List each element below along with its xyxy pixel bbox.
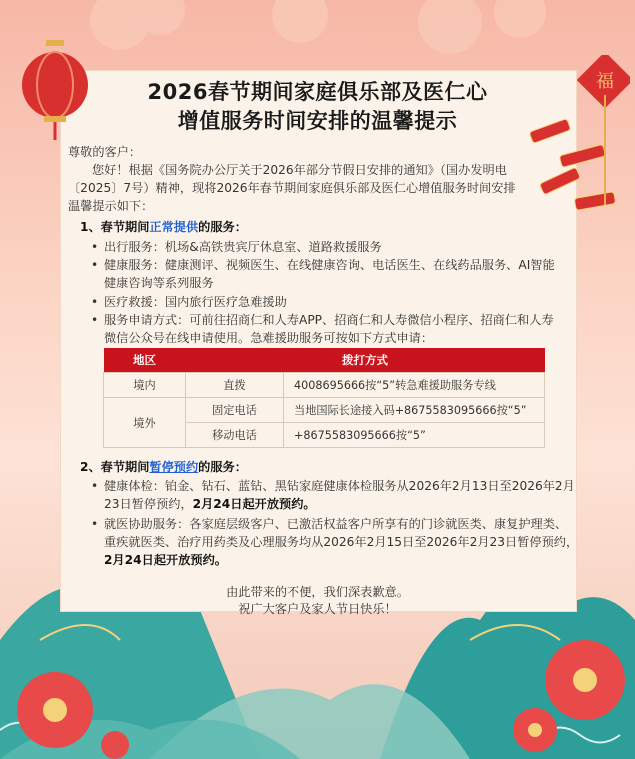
bullet-dot: •: [91, 240, 99, 254]
bullet-medical: [91, 293, 287, 311]
title-line-1: 2026春节期间家庭俱乐部及医仁心: [147, 80, 488, 104]
section-2-heading: [80, 458, 247, 476]
closing-line-2: 祝广大客户及家人节日快乐！: [238, 602, 397, 616]
page-title: [60, 78, 575, 136]
cell-detail: 当地国际长途接入码+8675583095666按“5”: [284, 398, 545, 423]
bullet-travel: [91, 238, 382, 256]
health-line-2: 健康咨询等系列服务: [104, 276, 214, 290]
header-dial: 拨打方式: [186, 348, 545, 373]
dial-table: [103, 348, 545, 448]
checkup-line-2b: 2月24日起开放预约。: [192, 497, 316, 511]
apply-line-2: 微信公众号在线申请使用。急难援助服务可按如下方式申请：: [104, 331, 434, 345]
checkup-line-2: [104, 495, 575, 513]
cell-detail: 4008695666按“5”转急难援助服务专线: [284, 373, 545, 398]
cell-type: 直拨: [186, 373, 284, 398]
assist-line-3: 2月24日起开放预约。: [104, 553, 227, 567]
bullet-dot: •: [91, 258, 99, 272]
title-line-2: 增值服务时间安排的温馨提示: [177, 109, 458, 133]
cell-type: 移动电话: [186, 423, 284, 448]
greeting: 尊敬的客户：: [68, 145, 142, 159]
bullet-dot: •: [91, 295, 99, 309]
cell-region: 境内: [104, 373, 186, 398]
apply-line-1: 服务申请方式：可前往招商仁和人寿APP、招商仁和人寿微信小程序、招商仁和人寿: [104, 313, 554, 327]
flower-icon: [0, 640, 130, 759]
medical-text: 医疗救援：国内旅行医疗急难援助: [104, 295, 287, 309]
section-1-highlight: 正常提供: [149, 220, 199, 234]
bullet-checkup: [91, 477, 575, 513]
bullet-apply: [91, 311, 554, 347]
cell-detail: +8675583095666按“5”: [284, 423, 545, 448]
section-2-prefix: 2、春节期间: [80, 460, 150, 474]
cell-type: 固定电话: [186, 398, 284, 423]
cell-region: 境外: [104, 398, 186, 448]
section-1-prefix: 1、春节期间: [80, 220, 150, 234]
bullet-dot: •: [91, 313, 99, 327]
checkup-line-2a: 23日暂停预约，: [104, 497, 193, 511]
header-region: 地区: [104, 348, 186, 373]
bullet-health: [91, 256, 555, 292]
section-2-suffix: 的服务：: [198, 460, 247, 474]
intro-line-3: 温馨提示如下：: [68, 199, 154, 213]
bullet-assist: [91, 515, 579, 569]
bullet-dot: •: [91, 479, 99, 493]
assist-line-1: 就医协助服务：各家庭层级客户、已激活权益客户所享有的门诊就医类、康复护理类、: [104, 517, 568, 531]
intro-line-1: 您好！根据《国务院办公厅关于2026年部分节假日安排的通知》（国办发明电: [92, 163, 507, 177]
table-row: [104, 373, 545, 398]
section-1-heading: [80, 218, 247, 236]
table-row: [104, 398, 545, 423]
intro-line-2: 〔2025〕7号）精神，现将2026年春节期间家庭俱乐部及医仁心增值服务时间安排: [68, 181, 516, 195]
bullet-dot: •: [91, 517, 99, 531]
section-2-highlight: 暂停预约: [149, 460, 199, 474]
flower-icon-right: [505, 620, 635, 759]
assist-line-2: 重疾就医类、治疗用药类及心理服务均从2026年2月15日至2026年2月23日暂停预约，: [104, 535, 579, 549]
table-header-row: [104, 348, 545, 373]
fu-char: 福: [596, 71, 614, 92]
travel-text: 出行服务：机场&高铁贵宾厅休息室、道路救援服务: [104, 240, 382, 254]
section-1-suffix: 的服务：: [198, 220, 247, 234]
checkup-line-1: 健康体检：铂金、钻石、蓝钻、黑钻家庭健康体检服务从2026年2月13日至2026年2月: [104, 479, 575, 493]
health-line-1: 健康服务：健康测评、视频医生、在线健康咨询、电话医生、在线药品服务、AI智能: [104, 258, 555, 272]
closing-line-1: 由此带来的不便，我们深表歉意。: [226, 585, 409, 599]
